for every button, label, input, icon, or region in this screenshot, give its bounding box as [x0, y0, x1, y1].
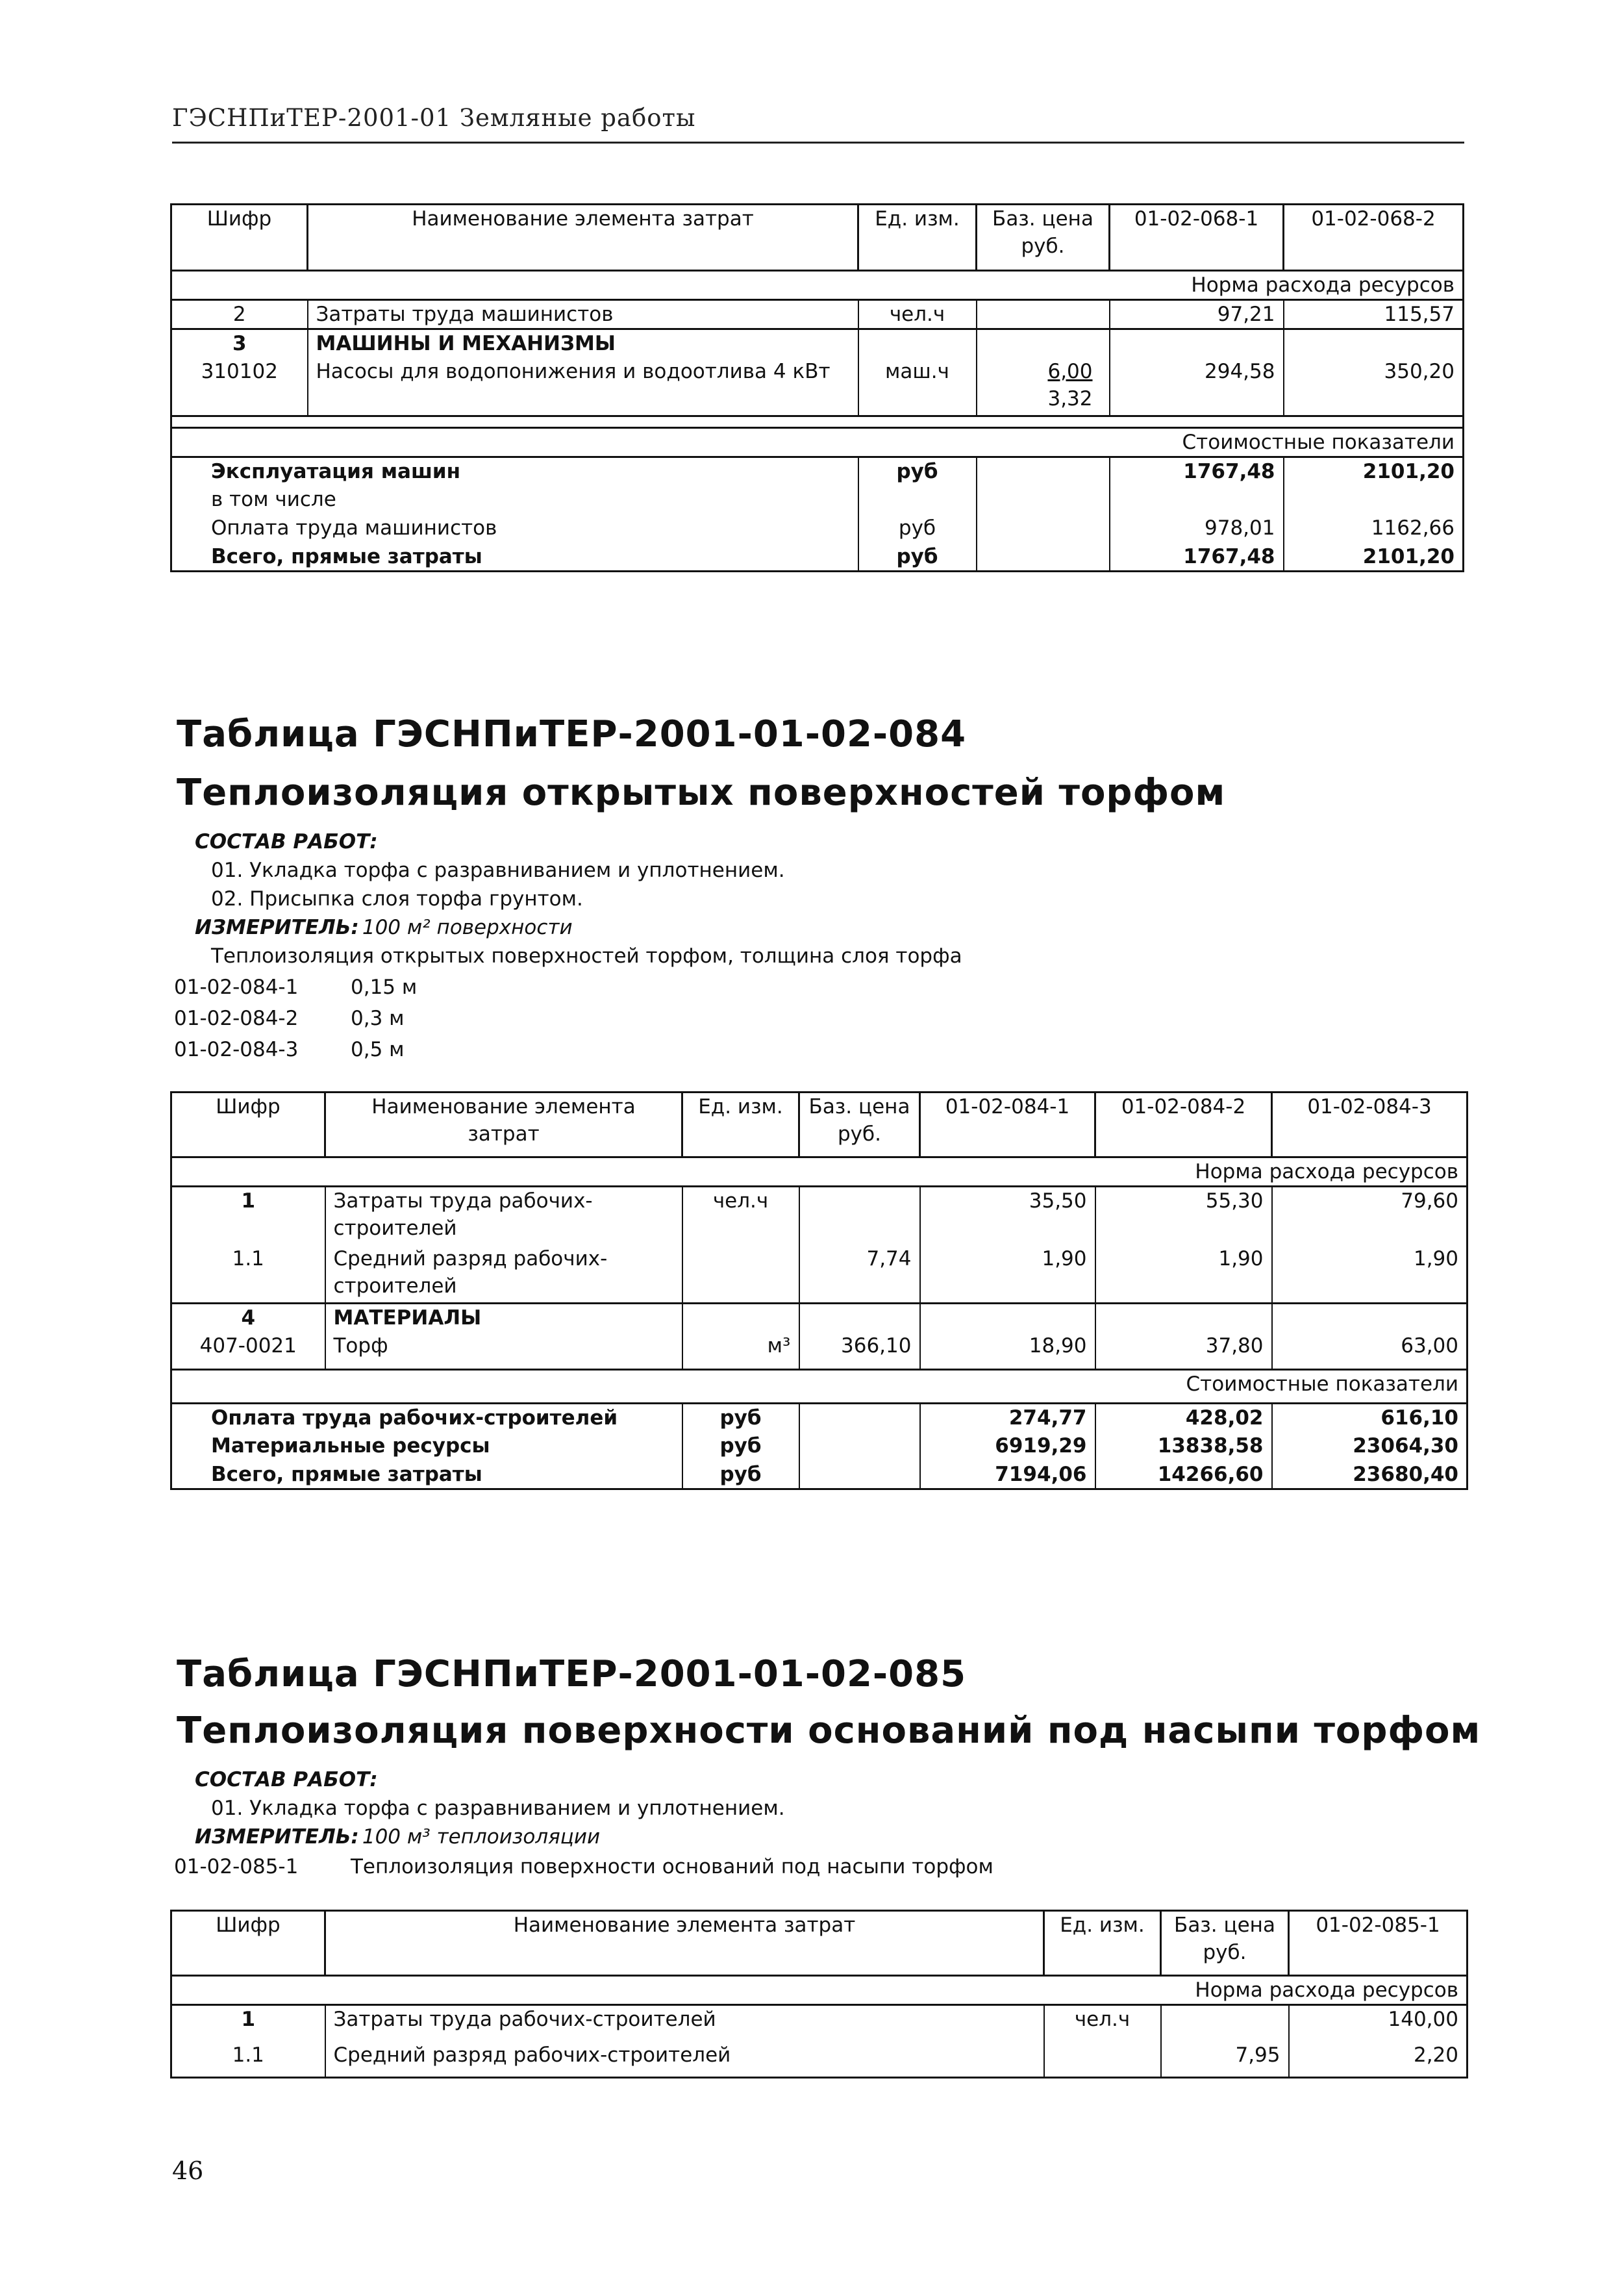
section-subtitle: Теплоизоляция открытых поверхностей торфом — [177, 772, 1226, 814]
variant-code: 01-02-084-1 — [174, 976, 299, 999]
col-header: 01-02-084-3 — [1307, 1095, 1432, 1118]
col-header: 01-02-084-2 — [1095, 1093, 1272, 1157]
table-085 — [170, 1910, 1468, 2079]
variant-code: 01-02-085-1 — [174, 1855, 299, 1878]
table-row: Всего, прямые затраты руб 1767,48 2101,20 — [171, 543, 1464, 572]
col-header: Шифр — [171, 1093, 325, 1157]
price-base: 6,00 — [1047, 359, 1093, 383]
col-header: Баз. цена руб. — [977, 205, 1110, 271]
work-item: 01. Укладка торфа с разравниванием и уплотнением. — [211, 1797, 785, 1820]
variant-desc: Теплоизоляция поверхности оснований под насыпи торфом — [351, 1855, 993, 1878]
price-secondary: 3,32 — [1047, 386, 1093, 411]
cost-label: Стоимостные показатели — [171, 428, 1464, 457]
work-item: 01. Укладка торфа с разравниванием и уплотнением. — [211, 859, 785, 882]
variant-code: 01-02-084-2 — [174, 1007, 299, 1030]
col-header: Наименование элемента затрат — [325, 1911, 1044, 1976]
col-header: Ед. изм. — [858, 205, 977, 271]
table-row: 310102 Насосы для водопонижения и водоотлива 4 кВт маш.ч 6,00 3,32 294,58 350,20 — [171, 358, 1464, 416]
section-title: Таблица ГЭСНПиТЕР-2001-01-02-085 — [177, 1653, 967, 1695]
col-header: 01-02-084-1 — [920, 1093, 1095, 1157]
table-084 — [170, 1091, 1468, 1490]
work-label: СОСТАВ РАБОТ: — [195, 830, 378, 853]
page-number: 46 — [172, 2156, 204, 2185]
description: Теплоизоляция открытых поверхностей торфом, толщина слоя торфа — [211, 944, 962, 968]
meter-value: 100 м³ теплоизоляции — [362, 1825, 601, 1849]
col-header: Баз. цена руб. — [1161, 1911, 1289, 1976]
table-row: 1 Затраты труда рабочих-строителей чел.ч 35,50 55,30 79,60 — [171, 1187, 1468, 1245]
table-068 — [170, 203, 1464, 572]
table-row: 1.1 Средний разряд рабочих-строителей 7,74 1,90 1,90 1,90 — [171, 1245, 1468, 1304]
section-subtitle: Теплоизоляция поверхности оснований под насыпи торфом — [177, 1710, 1481, 1752]
col-header: 01-02-068-1 — [1110, 205, 1284, 271]
col-header: Шифр — [171, 205, 308, 271]
norm-label: Норма расхода ресурсов — [171, 1157, 1468, 1187]
meter-value: 100 м² поверхности — [362, 916, 573, 939]
section-title: Таблица ГЭСНПиТЕР-2001-01-02-084 — [177, 713, 967, 755]
table-row: 2 Затраты труда машинистов чел.ч 97,21 115,57 — [171, 300, 1464, 329]
variant-value: 0,5 м — [351, 1038, 405, 1061]
col-header: 01-02-085-1 — [1316, 1914, 1440, 1937]
table-row: 1.1 Средний разряд рабочих-строителей 7,95 2,20 — [171, 2041, 1468, 2078]
work-item: 02. Присыпка слоя торфа грунтом. — [211, 887, 583, 911]
work-label: СОСТАВ РАБОТ: — [195, 1768, 378, 1791]
meter-line — [195, 916, 573, 939]
table-row: Эксплуатация машин руб 1767,48 2101,20 — [171, 457, 1464, 486]
table-row: в том числе — [171, 486, 1464, 514]
table-row: Оплата труда машинистов руб 978,01 1162,66 — [171, 514, 1464, 543]
col-header: Шифр — [171, 1911, 325, 1976]
variant-value: 0,15 м — [351, 976, 418, 999]
col-header: Наименование элемента затрат — [308, 205, 858, 271]
running-header: ГЭСНПиТЕР-2001-01 Земляные работы — [172, 104, 696, 132]
col-header: 01-02-068-2 — [1311, 207, 1436, 231]
variant-code: 01-02-084-3 — [174, 1038, 299, 1061]
table-row: 3 МАШИНЫ И МЕХАНИЗМЫ — [171, 329, 1464, 358]
table-row: 4 МАТЕРИАЛЫ — [171, 1304, 1468, 1332]
table-row: Всего, прямые затраты руб 7194,06 14266,60 23680,40 — [171, 1461, 1468, 1489]
table-row: Оплата труда рабочих-строителей руб 274,77 428,02 616,10 — [171, 1404, 1468, 1432]
table-row: Материальные ресурсы руб 6919,29 13838,58 23064,30 — [171, 1432, 1468, 1461]
cost-label: Стоимостные показатели — [171, 1370, 1468, 1404]
norm-label: Норма расхода ресурсов — [171, 1976, 1468, 2005]
col-header: Ед. изм. — [1044, 1911, 1161, 1976]
meter-label: ИЗМЕРИТЕЛЬ: — [195, 1825, 359, 1849]
meter-label: ИЗМЕРИТЕЛЬ: — [195, 916, 359, 939]
table-row: 407-0021 Торф м³ 366,10 18,90 37,80 63,00 — [171, 1332, 1468, 1370]
meter-line — [195, 1825, 600, 1849]
col-header: Баз. цена руб. — [799, 1093, 920, 1157]
header-rule — [172, 142, 1464, 144]
norm-label: Норма расхода ресурсов — [171, 271, 1464, 300]
variant-value: 0,3 м — [351, 1007, 405, 1030]
table-row: 1 Затраты труда рабочих-строителей чел.ч 140,00 — [171, 2005, 1468, 2041]
col-header: Наименование элемента затрат — [325, 1093, 682, 1157]
col-header: Ед. изм. — [682, 1093, 799, 1157]
